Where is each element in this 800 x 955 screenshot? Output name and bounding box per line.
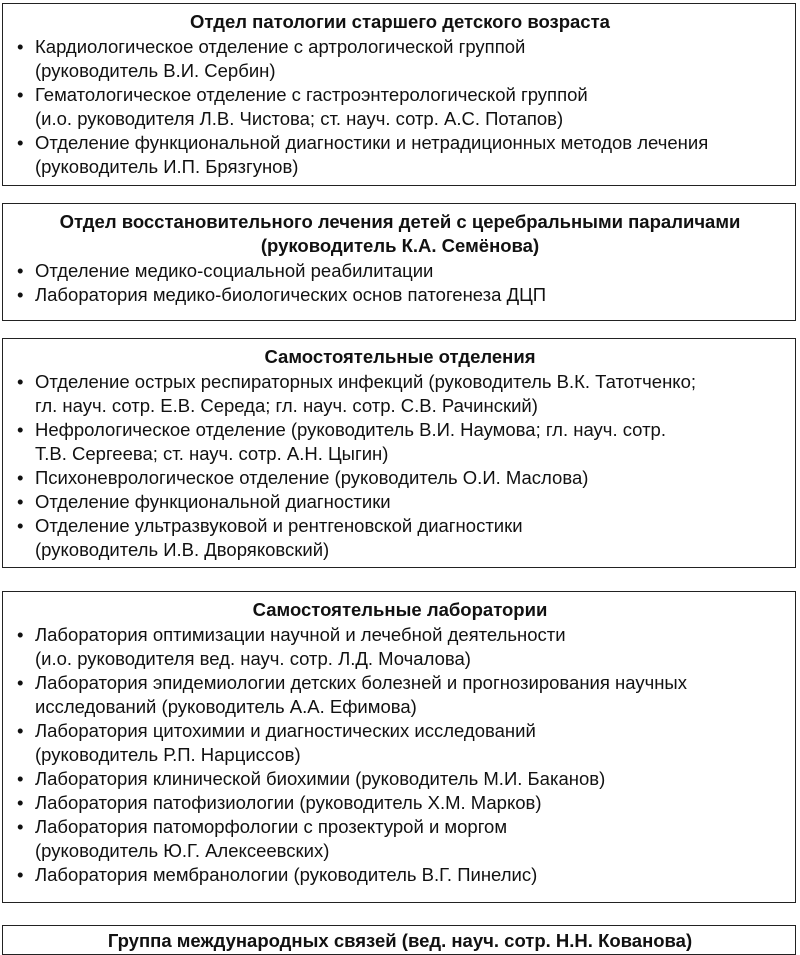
list-item bbox=[15, 131, 785, 179]
bullet-icon: • bbox=[17, 768, 24, 789]
item-line: Отделение функциональной диагностики и нетрадиционных методов лечения bbox=[35, 132, 709, 153]
list-item bbox=[15, 83, 785, 131]
item-line: Лаборатория мембранологии (руководитель В.Г. Пинелис) bbox=[35, 864, 538, 885]
item-line: (руководитель И.В. Дворяковский) bbox=[35, 539, 330, 560]
bullet-icon: • bbox=[17, 419, 24, 440]
bullet-icon: • bbox=[17, 132, 24, 153]
bullet-icon: • bbox=[17, 260, 24, 281]
list-item bbox=[15, 490, 785, 514]
list-item bbox=[15, 671, 785, 719]
item-list bbox=[15, 35, 785, 179]
item-line: Лаборатория медико-биологических основ патогенеза ДЦП bbox=[35, 284, 547, 305]
item-line: Отделение функциональной диагностики bbox=[35, 491, 391, 512]
list-item bbox=[15, 623, 785, 671]
section-title-line: Самостоятельные лаборатории bbox=[252, 599, 548, 620]
item-line: Лаборатория эпидемиологии детских болезней и прогнозирования научных bbox=[35, 672, 687, 693]
section-title-line: Отдел патологии старшего детского возраста bbox=[190, 11, 610, 32]
item-line: (руководитель И.П. Брязгунов) bbox=[35, 156, 299, 177]
section-title bbox=[15, 598, 785, 622]
item-line: (руководитель В.И. Сербин) bbox=[35, 60, 276, 81]
bullet-icon: • bbox=[17, 792, 24, 813]
item-line: (руководитель Р.П. Нарциссов) bbox=[35, 744, 301, 765]
bullet-icon: • bbox=[17, 84, 24, 105]
item-line: Психоневрологическое отделение (руководитель О.И. Маслова) bbox=[35, 467, 589, 488]
item-line: Отделение ультразвуковой и рентгеновской диагностики bbox=[35, 515, 523, 536]
section-title bbox=[15, 10, 785, 34]
section-box bbox=[2, 203, 796, 321]
list-item bbox=[15, 259, 785, 283]
bullet-icon: • bbox=[17, 491, 24, 512]
list-item bbox=[15, 791, 785, 815]
bullet-icon: • bbox=[17, 467, 24, 488]
list-item bbox=[15, 466, 785, 490]
item-line: Лаборатория патофизиологии (руководитель Х.М. Марков) bbox=[35, 792, 542, 813]
item-line: Лаборатория оптимизации научной и лечебной деятельности bbox=[35, 624, 566, 645]
item-line: Отделение медико-социальной реабилитации bbox=[35, 260, 434, 281]
bullet-icon: • bbox=[17, 864, 24, 885]
item-line: исследований (руководитель А.А. Ефимова) bbox=[35, 696, 417, 717]
section-title-line: (руководитель К.А. Семёнова) bbox=[260, 235, 540, 256]
item-line: Отделение острых респираторных инфекций (руководитель В.К. Татотченко; bbox=[35, 371, 697, 392]
bullet-icon: • bbox=[17, 284, 24, 305]
list-item bbox=[15, 418, 785, 466]
item-line: (и.о. руководителя Л.В. Чистова; ст. науч. сотр. А.С. Потапов) bbox=[35, 108, 564, 129]
list-item bbox=[15, 35, 785, 83]
item-list bbox=[15, 370, 785, 562]
item-list bbox=[15, 623, 785, 887]
section-title-line: Группа международных связей (вед. науч. сотр. Н.Н. Кованова) bbox=[107, 930, 693, 951]
list-item bbox=[15, 767, 785, 791]
section-box bbox=[2, 338, 796, 568]
bullet-icon: • bbox=[17, 816, 24, 837]
bullet-icon: • bbox=[17, 672, 24, 693]
item-line: Лаборатория клинической биохимии (руководитель М.И. Баканов) bbox=[35, 768, 606, 789]
list-item bbox=[15, 370, 785, 418]
item-line: Гематологическое отделение с гастроэнтерологической группой bbox=[35, 84, 588, 105]
bullet-icon: • bbox=[17, 36, 24, 57]
list-item bbox=[15, 863, 785, 887]
item-line: Лаборатория патоморфологии с прозектурой и моргом bbox=[35, 816, 508, 837]
bullet-icon: • bbox=[17, 720, 24, 741]
bullet-icon: • bbox=[17, 515, 24, 536]
bullet-icon: • bbox=[17, 371, 24, 392]
item-line: (руководитель Ю.Г. Алексеевских) bbox=[35, 840, 330, 861]
section-box bbox=[2, 925, 796, 955]
section-title bbox=[15, 929, 785, 953]
list-item bbox=[15, 719, 785, 767]
section-title bbox=[15, 210, 785, 258]
section-box bbox=[2, 591, 796, 903]
section-title-line: Отдел восстановительного лечения детей с церебральными параличами bbox=[59, 211, 741, 232]
item-line: Нефрологическое отделение (руководитель В.И. Наумова; гл. науч. сотр. bbox=[35, 419, 666, 440]
list-item bbox=[15, 283, 785, 307]
item-line: Т.В. Сергеева; ст. науч. сотр. А.Н. Цыгин) bbox=[35, 443, 389, 464]
bullet-icon: • bbox=[17, 624, 24, 645]
section-title-line: Самостоятельные отделения bbox=[264, 346, 536, 367]
list-item bbox=[15, 815, 785, 863]
item-line: Кардиологическое отделение с артрологической группой bbox=[35, 36, 526, 57]
list-item bbox=[15, 514, 785, 562]
item-line: гл. науч. сотр. Е.В. Середа; гл. науч. сотр. С.В. Рачинский) bbox=[35, 395, 538, 416]
item-line: Лаборатория цитохимии и диагностических исследований bbox=[35, 720, 536, 741]
item-line: (и.о. руководителя вед. науч. сотр. Л.Д. Мочалова) bbox=[35, 648, 471, 669]
section-title bbox=[15, 345, 785, 369]
item-list bbox=[15, 259, 785, 307]
section-box bbox=[2, 3, 796, 186]
